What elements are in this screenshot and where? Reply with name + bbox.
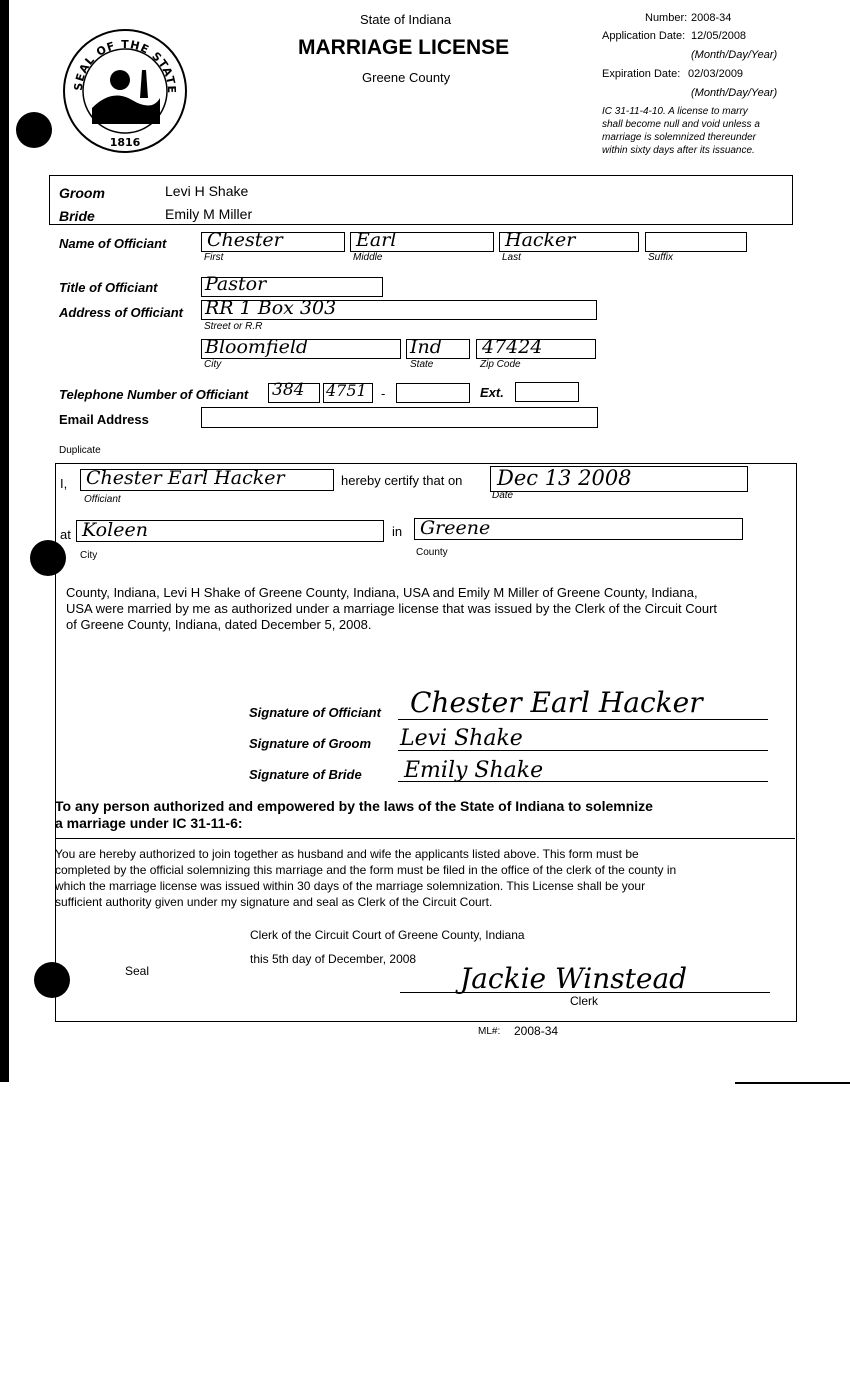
i-label: I,	[60, 476, 68, 491]
officiant-zip: 47424	[482, 336, 543, 358]
phone-area: 384	[272, 380, 305, 400]
application-date-label: Application Date:	[602, 30, 686, 42]
left-edge-bar	[0, 0, 9, 1082]
expiration-date: 02/03/2009	[688, 68, 744, 80]
officiant-last-name: Hacker	[505, 229, 576, 251]
authorization-heading-line-2: a marriage under IC 31-11-6:	[55, 815, 243, 831]
bride-signature: Emily Shake	[404, 758, 544, 783]
officiant-address-label: Address of Officiant	[59, 305, 184, 320]
bride-label: Bride	[59, 208, 95, 224]
authorization-body-line-4: sufficient authority given under my signature and seal as Clerk of the Circuit Court.	[55, 895, 493, 909]
state-caption: State	[410, 359, 434, 370]
certificate-body-line-3: of Greene County, Indiana, dated December 5, 2008.	[66, 617, 372, 632]
state-seal	[62, 28, 188, 154]
last-caption: Last	[502, 252, 521, 263]
state-name: State of Indiana	[360, 12, 452, 27]
statute-note-line-4: within sixty days after its issuance.	[602, 145, 755, 156]
ceremony-city: Koleen	[82, 519, 148, 541]
phone-dash: -	[381, 386, 386, 401]
email-field[interactable]	[201, 407, 598, 428]
authorization-body-line-3: which the marriage license was issued within 30 days of the marriage solemnization. This License shall be your	[55, 879, 646, 893]
officiant-signature-line	[398, 719, 768, 720]
date-format-note-1: (Month/Day/Year)	[691, 49, 778, 61]
authorization-divider	[55, 838, 795, 839]
seal-text: SEAL OF THE STATE	[71, 37, 179, 95]
statute-note-line-1: IC 31-11-4-10. A license to marry	[602, 106, 748, 117]
county-name: Greene County	[362, 70, 451, 85]
officiant-signature-label: Signature of Officiant	[249, 705, 381, 720]
ml-label: ML#:	[478, 1026, 501, 1037]
bride-signature-label: Signature of Bride	[249, 767, 362, 782]
ext-field[interactable]	[515, 382, 579, 402]
phone-label: Telephone Number of Officiant	[59, 387, 249, 402]
officiant-title: Pastor	[205, 273, 267, 295]
officiant-first-name: Chester	[207, 229, 283, 251]
ext-label: Ext.	[480, 385, 504, 400]
authorization-body-line-1: You are hereby authorized to join together as husband and wife the applicants listed above. This form must be	[55, 847, 639, 861]
ceremony-county-caption: County	[416, 547, 448, 558]
license-number: 2008-34	[691, 12, 732, 24]
ceremony-county: Greene	[420, 517, 491, 539]
phone-line-field[interactable]	[396, 383, 470, 403]
street-caption: Street or R.R	[204, 321, 263, 332]
officiant-name-label: Name of Officiant	[59, 236, 167, 251]
groom-signature-label: Signature of Groom	[249, 736, 372, 751]
phone-prefix: 4751	[326, 381, 367, 400]
officiant-caption: Officiant	[84, 494, 121, 505]
seal-year: 1816	[109, 136, 141, 149]
groom-label: Groom	[59, 185, 105, 201]
officiant-title-label: Title of Officiant	[59, 280, 158, 295]
officiant-street: RR 1 Box 303	[205, 297, 337, 319]
statute-note-line-2: shall become null and void unless a	[602, 119, 760, 130]
expiration-date-label: Expiration Date:	[602, 68, 681, 80]
punch-hole-top	[16, 112, 52, 148]
date-format-note-2: (Month/Day/Year)	[691, 87, 778, 99]
ceremony-date: Dec 13 2008	[497, 466, 632, 490]
date-caption: Date	[492, 490, 514, 501]
ml-number: 2008-34	[514, 1024, 559, 1038]
email-label: Email Address	[59, 412, 149, 427]
officiant-city: Bloomfield	[205, 336, 309, 358]
seal-label: Seal	[125, 964, 150, 978]
first-caption: First	[204, 252, 224, 263]
application-date: 12/05/2008	[691, 30, 747, 42]
certificate-body-line-1: County, Indiana, Levi H Shake of Greene County, Indiana, USA and Emily M Miller of Greene County, Indiana,	[66, 585, 698, 600]
clerk-signature-line	[400, 992, 770, 993]
suffix-field[interactable]	[645, 232, 747, 252]
at-label: at	[60, 527, 71, 542]
number-label: Number:	[645, 12, 688, 24]
officiant-state: Ind	[410, 336, 442, 358]
in-label: in	[392, 524, 403, 539]
officiant-signature: Chester Earl Hacker	[410, 686, 703, 719]
groom-signature: Levi Shake	[400, 726, 523, 751]
zip-caption: Zip Code	[480, 359, 521, 370]
bottom-edge-mark	[735, 1082, 850, 1084]
suffix-caption: Suffix	[648, 252, 674, 263]
ceremony-city-caption: City	[80, 550, 98, 561]
page-title: MARRIAGE LICENSE	[298, 36, 510, 59]
clerk-caption: Clerk	[570, 994, 599, 1008]
middle-caption: Middle	[353, 252, 383, 263]
clerk-date-line: this 5th day of December, 2008	[250, 952, 417, 966]
clerk-signature: Jackie Winstead	[460, 962, 688, 995]
groom-name: Levi H Shake	[165, 183, 249, 199]
officiant-signed-name: Chester Earl Hacker	[86, 467, 285, 489]
city-caption: City	[204, 359, 222, 370]
couple-box	[49, 175, 793, 225]
certificate-body-line-2: USA were married by me as authorized under a marriage license that was issued by the Clerk of the Circuit Court	[66, 601, 718, 616]
authorization-heading-line-1: To any person authorized and empowered by the laws of the State of Indiana to solemnize	[55, 798, 653, 814]
statute-note-line-3: marriage is solemnized thereunder	[602, 132, 756, 143]
officiant-middle-name: Earl	[356, 229, 397, 251]
certify-text: hereby certify that on	[341, 473, 463, 488]
bride-name: Emily M Miller	[165, 206, 253, 222]
authorization-body-line-2: completed by the official solemnizing this marriage and the form must be filed in the office of the clerk of the county in	[55, 863, 677, 877]
duplicate-label: Duplicate	[59, 445, 101, 456]
clerk-court-line: Clerk of the Circuit Court of Greene County, Indiana	[250, 928, 525, 942]
